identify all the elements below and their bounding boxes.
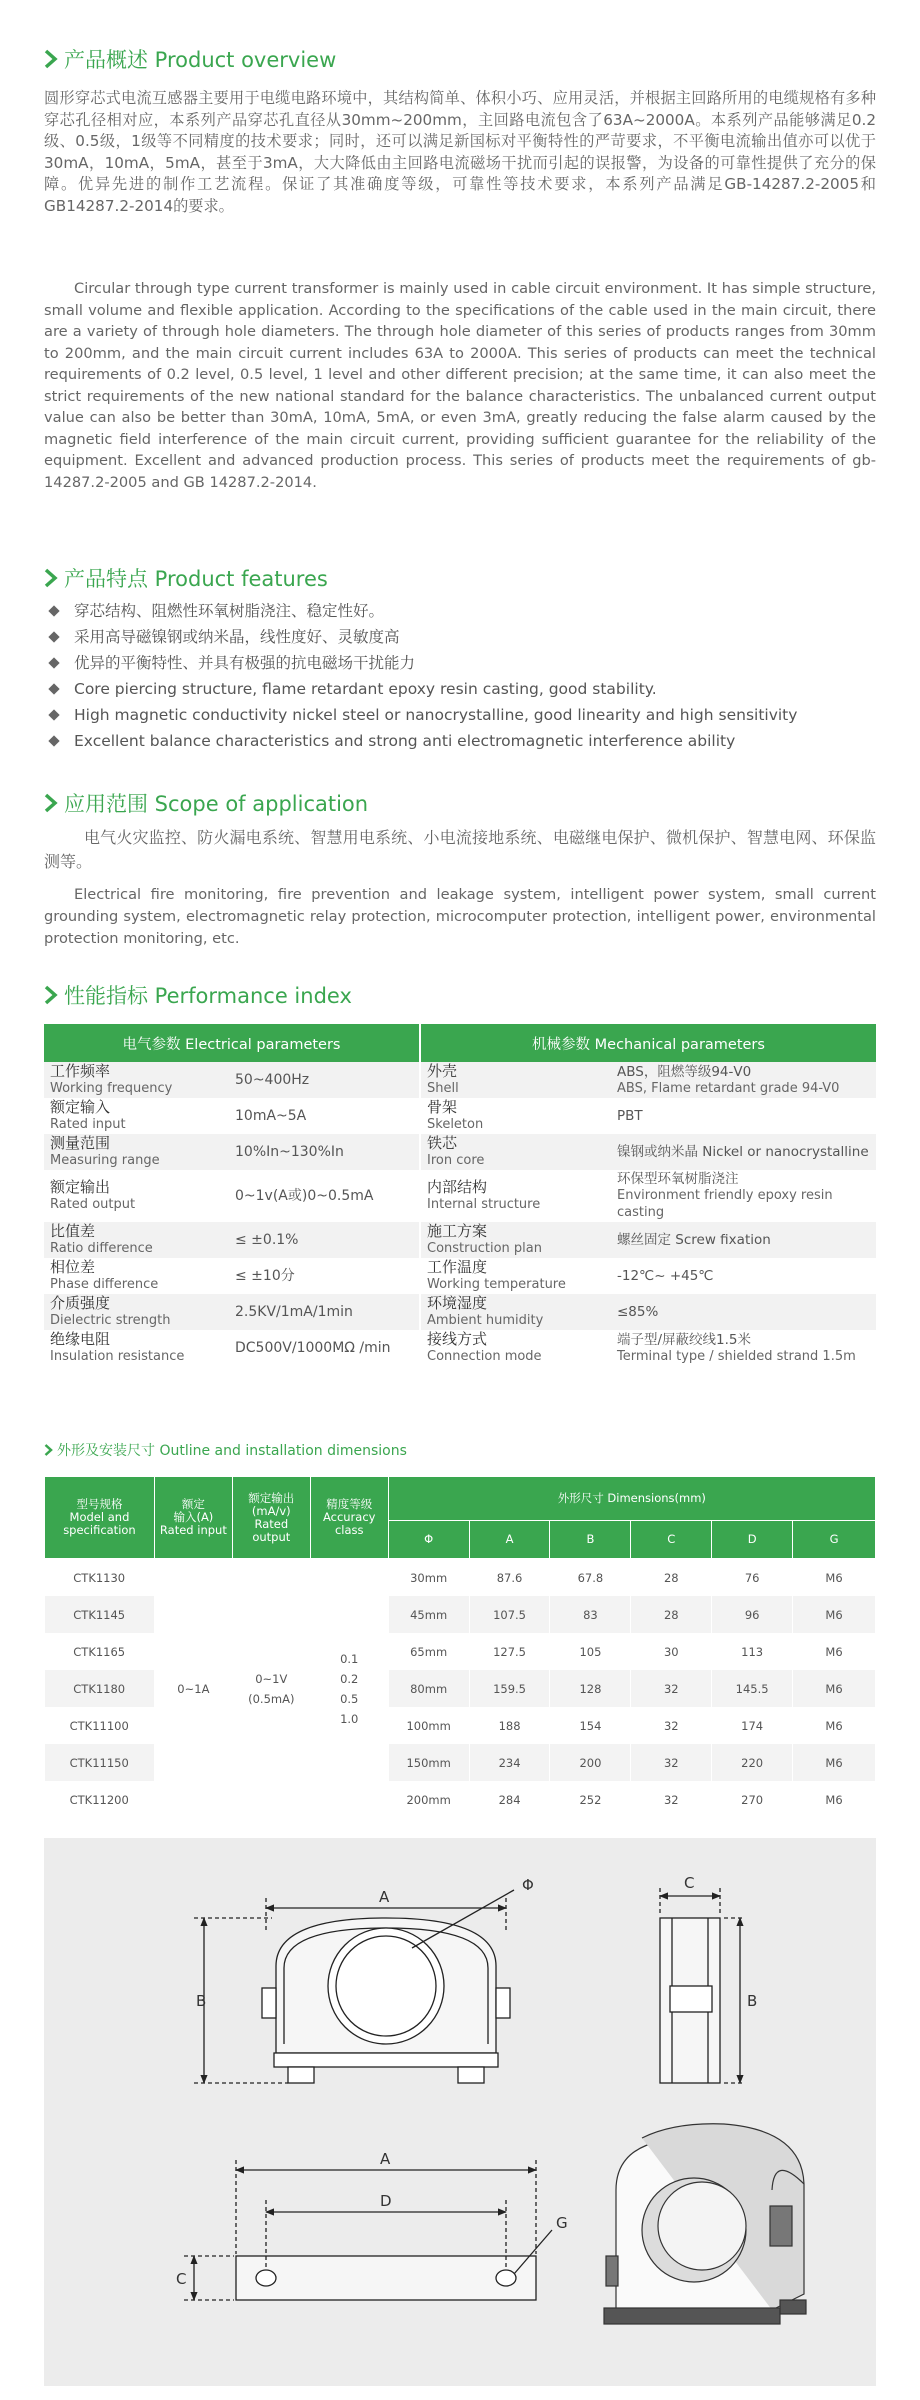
table-row bbox=[44, 1258, 876, 1294]
cell-phi: 30mm bbox=[388, 1559, 469, 1597]
cell-model: CTK1180 bbox=[45, 1670, 155, 1707]
param-name-zh: 环境湿度 bbox=[427, 1294, 488, 1312]
features-list bbox=[44, 598, 797, 754]
param-name-zh: 绝缘电阻 bbox=[50, 1330, 111, 1348]
param-name-zh: 额定输出 bbox=[50, 1178, 111, 1196]
bottom-view bbox=[184, 2160, 552, 2300]
cell-b: 67.8 bbox=[550, 1559, 631, 1597]
param-value: 环保型环氧树脂浇注 bbox=[617, 1171, 739, 1187]
param-name-en: Insulation resistance bbox=[50, 1349, 185, 1364]
cell-phi: 200mm bbox=[388, 1781, 469, 1818]
header-mechanical: 机械参数 Mechanical parameters bbox=[420, 1024, 876, 1062]
param-name-zh: 工作频率 bbox=[50, 1062, 111, 1080]
header-output: 额定输出 (mA/v) Rated output bbox=[232, 1477, 310, 1559]
cell-g: M6 bbox=[793, 1596, 876, 1633]
header-electrical: 电气参数 Electrical parameters bbox=[44, 1024, 420, 1062]
cell-model: CTK1165 bbox=[45, 1633, 155, 1670]
overview-title: 产品概述 Product overview bbox=[44, 44, 336, 74]
header-g: G bbox=[793, 1521, 876, 1559]
header-c: C bbox=[631, 1521, 712, 1559]
cell-c: 28 bbox=[631, 1559, 712, 1597]
param-value: 端子型/屏蔽绞线1.5米 bbox=[617, 1331, 752, 1348]
table-row bbox=[44, 1294, 876, 1330]
param-name-en: Dielectric strength bbox=[50, 1313, 171, 1328]
header-a: A bbox=[469, 1521, 550, 1559]
table-row bbox=[44, 1330, 876, 1366]
header-phi: Φ bbox=[388, 1521, 469, 1559]
cell-a: 188 bbox=[469, 1707, 550, 1744]
list-item: 优异的平衡特性、并具有极强的抗电磁场干扰能力 bbox=[44, 650, 797, 676]
list-item: Core piercing structure, flame retardant epoxy resin casting, good stability. bbox=[44, 676, 797, 702]
param-name-zh: 额定输入 bbox=[50, 1098, 111, 1116]
param-name-en: Working temperature bbox=[427, 1277, 566, 1292]
list-item: 采用高导磁镍钢或纳米晶，线性度好、灵敏度高 bbox=[44, 624, 797, 650]
cell-rated-input: 0~1A bbox=[154, 1559, 232, 1819]
dimensions-table bbox=[44, 1476, 876, 1818]
table-row bbox=[45, 1559, 876, 1597]
cell-a: 284 bbox=[469, 1781, 550, 1818]
cell-phi: 100mm bbox=[388, 1707, 469, 1744]
cell-a: 87.6 bbox=[469, 1559, 550, 1597]
header-model: 型号规格 Model and specification bbox=[45, 1477, 155, 1559]
cell-d: 220 bbox=[712, 1744, 793, 1781]
cell-b: 154 bbox=[550, 1707, 631, 1744]
param-name-en: Connection mode bbox=[427, 1349, 542, 1364]
param-name-zh: 比值差 bbox=[50, 1222, 96, 1240]
cell-rated-output: 0~1V (0.5mA) bbox=[232, 1559, 310, 1819]
label-d-bottom: D bbox=[380, 2192, 392, 2210]
cell-b: 252 bbox=[550, 1781, 631, 1818]
header-outline: 外形尺寸 Dimensions(mm) bbox=[388, 1477, 875, 1521]
overview-text-en: Circular through type current transformer is mainly used in cable circuit environment. It has simple structure, small volume and flexible application. According to the specifications of the cable used in the main circuit, there are a variety of through hole diameters. The through hole diameter of this series of products ranges from 30mm to 200mm, and the main circuit current includes 63A to 2000A. This series of products can meet the technical requirements of 0.2 level, 0.5 level, 1 level and other different precision; at the same time, it can also meet the strict requirements of the new national standard for the balance characteristics. The unbalanced current output value can also be better than 30mA, 10mA, 5mA, or even 3mA, greatly reducing the false alarm caused by the magnetic field interference of the main circuit current, providing sufficient guarantee for the reliability of the equipment. Excellent and advanced production process. This series of products meet the requirements of gb-14287.2-2005 and GB 14287.2-2014. bbox=[44, 280, 876, 491]
param-value: ≤85% bbox=[617, 1304, 659, 1320]
param-value: 10%In~130%In bbox=[234, 1134, 420, 1170]
param-name-zh: 铁芯 bbox=[427, 1134, 458, 1152]
chevron-right-icon bbox=[44, 793, 58, 813]
header-accuracy: 精度等级 Accuracy class bbox=[310, 1477, 388, 1559]
param-value: 50~400Hz bbox=[234, 1062, 420, 1098]
cell-g: M6 bbox=[793, 1707, 876, 1744]
cell-g: M6 bbox=[793, 1744, 876, 1781]
param-name-zh: 骨架 bbox=[427, 1098, 458, 1116]
cell-a: 127.5 bbox=[469, 1633, 550, 1670]
param-name-zh: 工作温度 bbox=[427, 1258, 488, 1276]
header-d: D bbox=[712, 1521, 793, 1559]
table-row bbox=[44, 1170, 876, 1222]
label-g: G bbox=[556, 2214, 568, 2232]
param-value: -12℃~ +45℃ bbox=[617, 1268, 714, 1284]
list-item: High magnetic conductivity nickel steel or nanocrystalline, good linearity and high sensitivity bbox=[44, 702, 797, 728]
diamond-bullet-icon bbox=[48, 605, 59, 616]
cell-a: 159.5 bbox=[469, 1670, 550, 1707]
cell-d: 270 bbox=[712, 1781, 793, 1818]
cell-model: CTK11200 bbox=[45, 1781, 155, 1818]
cell-d: 76 bbox=[712, 1559, 793, 1597]
param-name-zh: 测量范围 bbox=[50, 1134, 111, 1152]
cell-accuracy: 0.1 0.2 0.5 1.0 bbox=[310, 1559, 388, 1819]
diamond-bullet-icon bbox=[48, 683, 59, 694]
header-b: B bbox=[550, 1521, 631, 1559]
param-name-en: Rated output bbox=[50, 1197, 136, 1212]
param-name-zh: 内部结构 bbox=[427, 1178, 488, 1196]
diamond-bullet-icon bbox=[48, 709, 59, 720]
diamond-bullet-icon bbox=[48, 657, 59, 668]
param-value: ≤ ±10分 bbox=[234, 1258, 420, 1294]
param-value: 螺丝固定 Screw fixation bbox=[617, 1232, 771, 1248]
cell-b: 83 bbox=[550, 1596, 631, 1633]
diamond-bullet-icon bbox=[48, 631, 59, 642]
param-value-en: ABS, Flame retardant grade 94-V0 bbox=[617, 1080, 840, 1096]
param-name-en: Ambient humidity bbox=[427, 1313, 544, 1328]
param-value: 镍钢或纳米晶 Nickel or nanocrystalline bbox=[617, 1144, 869, 1160]
cell-c: 28 bbox=[631, 1596, 712, 1633]
cell-c: 32 bbox=[631, 1781, 712, 1818]
cell-c: 32 bbox=[631, 1670, 712, 1707]
list-item: 穿芯结构、阻燃性环氧树脂浇注、稳定性好。 bbox=[44, 598, 797, 624]
scope-text-en: Electrical fire monitoring, fire prevention and leakage system, intelligent power system, small current grounding system, electromagnetic relay protection, microcomputer protection, intelligent power, environmental protection monitoring, etc. bbox=[44, 886, 876, 947]
cell-a: 107.5 bbox=[469, 1596, 550, 1633]
param-name-en: Iron core bbox=[427, 1153, 485, 1168]
param-value-en: Terminal type / shielded strand 1.5m bbox=[617, 1348, 856, 1364]
param-value: 2.5KV/1mA/1min bbox=[234, 1294, 420, 1330]
param-value: ≤ ±0.1% bbox=[234, 1222, 420, 1258]
cell-model: CTK1145 bbox=[45, 1596, 155, 1633]
param-value: ABS，阻燃等级94-V0 bbox=[617, 1063, 752, 1080]
cell-c: 30 bbox=[631, 1633, 712, 1670]
label-c-bottom: C bbox=[176, 2270, 187, 2288]
list-item: Excellent balance characteristics and strong anti electromagnetic interference ability bbox=[44, 728, 797, 754]
header-input: 额定 输入(A) Rated input bbox=[154, 1477, 232, 1559]
chevron-right-icon bbox=[44, 985, 58, 1005]
param-name-en: Construction plan bbox=[427, 1241, 542, 1256]
table-row bbox=[44, 1062, 876, 1098]
param-name-zh: 外壳 bbox=[427, 1062, 458, 1080]
param-value: PBT bbox=[617, 1108, 643, 1124]
cell-phi: 150mm bbox=[388, 1744, 469, 1781]
param-name-en: Rated input bbox=[50, 1117, 126, 1132]
param-name-zh: 施工方案 bbox=[427, 1222, 488, 1240]
performance-table bbox=[44, 1024, 876, 1366]
cell-g: M6 bbox=[793, 1781, 876, 1818]
param-name-en: Skeleton bbox=[427, 1117, 484, 1132]
outline-drawing bbox=[44, 1838, 876, 2386]
diamond-bullet-icon bbox=[48, 735, 59, 746]
cell-model: CTK1130 bbox=[45, 1559, 155, 1597]
side-view bbox=[660, 1888, 744, 2083]
param-name-zh: 相位差 bbox=[50, 1258, 96, 1276]
table-row bbox=[44, 1134, 876, 1170]
chevron-right-icon bbox=[44, 568, 58, 588]
features-title: 产品特点 Product features bbox=[44, 563, 328, 593]
cell-b: 200 bbox=[550, 1744, 631, 1781]
cell-phi: 65mm bbox=[388, 1633, 469, 1670]
label-a-front: A bbox=[379, 1888, 390, 1906]
cell-phi: 80mm bbox=[388, 1670, 469, 1707]
cell-model: CTK11100 bbox=[45, 1707, 155, 1744]
label-b-side: B bbox=[747, 1992, 758, 2010]
cell-c: 32 bbox=[631, 1744, 712, 1781]
param-name-en: Working frequency bbox=[50, 1081, 173, 1096]
scope-title: 应用范围 Scope of application bbox=[44, 788, 368, 818]
table-row bbox=[44, 1222, 876, 1258]
param-value: 10mA~5A bbox=[234, 1098, 420, 1134]
label-b-front: B bbox=[196, 1992, 207, 2010]
cell-d: 113 bbox=[712, 1633, 793, 1670]
product-3d-view bbox=[604, 2124, 806, 2324]
param-name-zh: 介质强度 bbox=[50, 1294, 111, 1312]
dimensions-title: 外形及安装尺寸 Outline and installation dimensions bbox=[44, 1440, 407, 1460]
param-value: DC500V/1000MΩ /min bbox=[234, 1330, 420, 1366]
cell-b: 128 bbox=[550, 1670, 631, 1707]
chevron-right-icon bbox=[44, 1444, 53, 1456]
param-value-en: Environment friendly epoxy resin casting bbox=[617, 1188, 833, 1220]
cell-g: M6 bbox=[793, 1559, 876, 1597]
scope-text-zh: 电气火灾监控、防火漏电系统、智慧用电系统、小电流接地系统、电磁继电保护、微机保护、智慧电网、环保监测等。 bbox=[44, 828, 876, 871]
table-row bbox=[44, 1098, 876, 1134]
param-name-en: Ratio difference bbox=[50, 1241, 153, 1256]
chevron-right-icon bbox=[44, 49, 58, 69]
cell-a: 234 bbox=[469, 1744, 550, 1781]
label-phi: Φ bbox=[522, 1876, 534, 1894]
cell-model: CTK11150 bbox=[45, 1744, 155, 1781]
dimension-drawing bbox=[44, 1838, 876, 2386]
front-view bbox=[194, 1890, 514, 2083]
cell-g: M6 bbox=[793, 1670, 876, 1707]
label-c-side: C bbox=[684, 1874, 695, 1892]
cell-b: 105 bbox=[550, 1633, 631, 1670]
cell-phi: 45mm bbox=[388, 1596, 469, 1633]
param-name-en: Internal structure bbox=[427, 1197, 541, 1212]
cell-g: M6 bbox=[793, 1633, 876, 1670]
param-name-en: Measuring range bbox=[50, 1153, 160, 1168]
cell-d: 174 bbox=[712, 1707, 793, 1744]
param-name-en: Shell bbox=[427, 1081, 459, 1096]
cell-c: 32 bbox=[631, 1707, 712, 1744]
overview-text-zh: 圆形穿芯式电流互感器主要用于电缆电路环境中，其结构简单、体积小巧、应用灵活，并根据主回路所用的电缆规格有多种穿芯孔径相对应，本系列产品穿芯孔直径从30mm~200mm，主回路电流包含了63A~2000A。本系列产品能够满足0.2级、0.5级，1级等不同精度的技术要求；同时，还可以满足新国标对平衡特性的严苛要求，不平衡电流输出值亦可以优于30mA，10mA，5mA，甚至于3mA，大大降低由主回路电流磁场干扰而引起的误报警，为设备的可靠性提供了充分的保障。优异先进的制作工艺流程。保证了其准确度等级，可靠性等技术要求，本系列产品满足GB-14287.2-2005和GB14287.2-2014的要求。 bbox=[44, 89, 876, 215]
param-name-en: Phase difference bbox=[50, 1277, 159, 1292]
performance-title: 性能指标 Performance index bbox=[44, 980, 352, 1010]
param-name-zh: 接线方式 bbox=[427, 1330, 488, 1348]
cell-d: 145.5 bbox=[712, 1670, 793, 1707]
label-a-bottom: A bbox=[380, 2150, 391, 2168]
param-value: 0~1v(A或)0~0.5mA bbox=[234, 1170, 420, 1222]
cell-d: 96 bbox=[712, 1596, 793, 1633]
